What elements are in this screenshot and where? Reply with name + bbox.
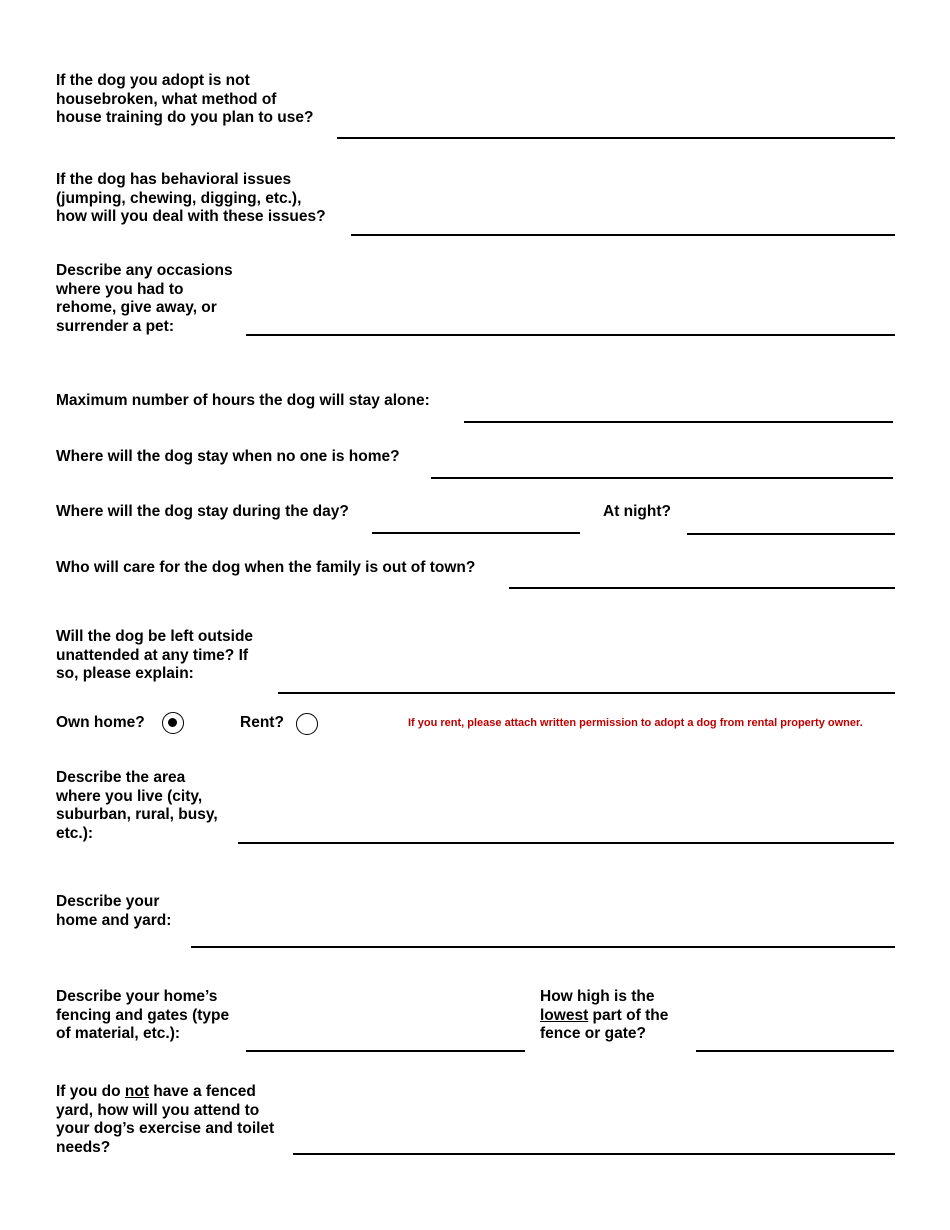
out-of-town-question: Who will care for the dog when the family is out of town? [56, 559, 476, 576]
own-home-radio[interactable] [162, 712, 184, 734]
fencing-question [56, 988, 229, 1044]
area-question [56, 769, 218, 844]
fence-height-line-1: How high is the [540, 988, 655, 1005]
not-emphasis: not [124, 1083, 149, 1100]
fence-height-question [540, 988, 668, 1044]
own-home-label: Own home? [56, 714, 145, 731]
outside-answer-line[interactable] [278, 692, 895, 694]
no-fence-line-2: yard, how will you attend to [56, 1101, 260, 1119]
home-yard-line-1: Describe your [56, 893, 160, 910]
no-fence-line-1 [56, 1083, 274, 1102]
no-fence-line-1-pre: If you do [56, 1083, 125, 1100]
housebreaking-line-2: housebroken, what method of [56, 90, 277, 108]
behavioral-line-3: how will you deal with these issues? [56, 208, 326, 226]
no-one-home-question: Where will the dog stay when no one is home? [56, 448, 400, 465]
fence-height-answer-line[interactable] [696, 1050, 894, 1052]
fencing-answer-line[interactable] [246, 1050, 525, 1052]
fence-height-line-2 [540, 1007, 668, 1026]
fencing-line-2: fencing and gates (type [56, 1006, 230, 1024]
max-hours-answer-line[interactable] [464, 421, 893, 423]
fencing-line-3: of material, etc.): [56, 1025, 181, 1043]
rehome-question [56, 262, 233, 337]
rent-note: If you rent, please attach written permission to adopt a dog from rental property owner. [408, 717, 863, 729]
fence-height-line-3: fence or gate? [540, 1025, 646, 1043]
home-yard-question [56, 893, 171, 930]
outside-line-1: Will the dog be left outside [56, 628, 254, 645]
behavioral-line-1: If the dog has behavioral issues [56, 171, 292, 188]
rent-label: Rent? [240, 714, 284, 731]
housebreaking-line-1: If the dog you adopt is not [56, 72, 250, 89]
area-line-3: suburban, rural, busy, [56, 806, 218, 824]
behavioral-line-2: (jumping, chewing, digging, etc.), [56, 189, 302, 207]
during-day-answer-line[interactable] [372, 532, 580, 534]
area-line-2: where you live (city, [56, 787, 203, 805]
behavioral-question [56, 171, 326, 227]
at-night-question: At night? [603, 503, 672, 520]
fencing-line-1: Describe your home’s [56, 988, 218, 1005]
fence-height-line-2-rest: part of the [588, 1006, 669, 1024]
no-fence-question [56, 1083, 274, 1158]
no-one-home-answer-line[interactable] [431, 477, 893, 479]
outside-line-2: unattended at any time? If [56, 646, 249, 664]
lowest-emphasis: lowest [540, 1006, 589, 1024]
no-fence-line-3: your dog’s exercise and toilet [56, 1120, 275, 1138]
no-fence-line-4: needs? [56, 1139, 111, 1157]
home-yard-line-2: home and yard: [56, 911, 172, 929]
area-answer-line[interactable] [238, 842, 894, 844]
housebreaking-answer-line[interactable] [337, 137, 895, 139]
no-fence-line-1-post: have a fenced [149, 1083, 256, 1100]
own-home-radio-dot [168, 718, 177, 727]
housebreaking-question [56, 72, 313, 128]
rehome-line-3: rehome, give away, or [56, 299, 217, 317]
rent-radio[interactable] [296, 713, 318, 735]
at-night-answer-line[interactable] [687, 533, 895, 535]
rehome-line-4: surrender a pet: [56, 318, 175, 336]
outside-line-3: so, please explain: [56, 665, 194, 683]
behavioral-answer-line[interactable] [351, 234, 895, 236]
area-line-4: etc.): [56, 825, 94, 843]
area-line-1: Describe the area [56, 769, 186, 786]
rehome-answer-line[interactable] [246, 334, 895, 336]
max-hours-question: Maximum number of hours the dog will stay alone: [56, 392, 430, 409]
housebreaking-line-3: house training do you plan to use? [56, 109, 314, 127]
outside-question [56, 628, 253, 684]
home-yard-answer-line[interactable] [191, 946, 895, 948]
no-fence-answer-line[interactable] [293, 1153, 895, 1155]
during-day-question: Where will the dog stay during the day? [56, 503, 349, 520]
rehome-line-1: Describe any occasions [56, 262, 233, 279]
out-of-town-answer-line[interactable] [509, 587, 895, 589]
rehome-line-2: where you had to [56, 280, 184, 298]
